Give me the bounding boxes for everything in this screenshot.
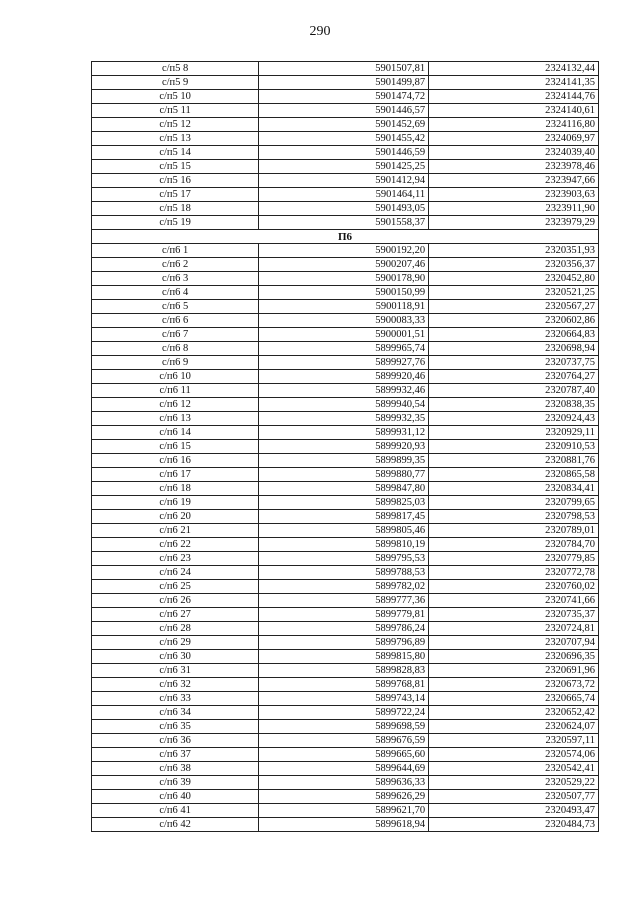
page-number: 290	[309, 24, 331, 39]
coord-x: 5899805,46	[259, 524, 429, 538]
table-row	[92, 384, 599, 398]
point-label: с/п6 24	[92, 566, 259, 580]
coord-x: 5899743,14	[259, 692, 429, 706]
table-row	[92, 706, 599, 720]
coord-x: 5899825,03	[259, 496, 429, 510]
coord-x: 5899644,69	[259, 762, 429, 776]
table-row	[92, 790, 599, 804]
coord-y: 2320356,37	[429, 258, 599, 272]
coord-x: 5900150,99	[259, 286, 429, 300]
coord-y: 2320624,07	[429, 720, 599, 734]
table-row	[92, 104, 599, 118]
point-label: с/п5 19	[92, 216, 259, 230]
coord-x: 5901412,94	[259, 174, 429, 188]
table-row	[92, 160, 599, 174]
table-row	[92, 244, 599, 258]
point-label: с/п6 17	[92, 468, 259, 482]
coord-y: 2320351,93	[429, 244, 599, 258]
coord-y: 2324144,76	[429, 90, 599, 104]
table-row	[92, 580, 599, 594]
point-label: с/п6 11	[92, 384, 259, 398]
coord-y: 2320789,01	[429, 524, 599, 538]
coord-x: 5899927,76	[259, 356, 429, 370]
point-label: с/п5 18	[92, 202, 259, 216]
coord-x: 5899788,53	[259, 566, 429, 580]
coord-x: 5899722,24	[259, 706, 429, 720]
point-label: с/п6 33	[92, 692, 259, 706]
table-row	[92, 370, 599, 384]
point-label: с/п6 40	[92, 790, 259, 804]
table-row	[92, 342, 599, 356]
point-label: с/п5 8	[92, 62, 259, 76]
coord-y: 2324140,61	[429, 104, 599, 118]
coord-y: 2323911,90	[429, 202, 599, 216]
point-label: с/п5 11	[92, 104, 259, 118]
table-row	[92, 636, 599, 650]
coord-x: 5899828,83	[259, 664, 429, 678]
coord-y: 2320735,37	[429, 608, 599, 622]
coord-y: 2320741,66	[429, 594, 599, 608]
table-row	[92, 202, 599, 216]
point-label: с/п5 15	[92, 160, 259, 174]
coord-y: 2320507,77	[429, 790, 599, 804]
coord-y: 2320493,47	[429, 804, 599, 818]
coord-x: 5901446,59	[259, 146, 429, 160]
coord-y: 2323978,46	[429, 160, 599, 174]
coord-x: 5899777,36	[259, 594, 429, 608]
coord-y: 2320673,72	[429, 678, 599, 692]
coord-x: 5901474,72	[259, 90, 429, 104]
coord-y: 2324116,80	[429, 118, 599, 132]
table-row	[92, 90, 599, 104]
coord-x: 5899810,19	[259, 538, 429, 552]
coord-y: 2320664,83	[429, 328, 599, 342]
table-row	[92, 818, 599, 832]
point-label: с/п6 2	[92, 258, 259, 272]
point-label: с/п6 42	[92, 818, 259, 832]
coord-y: 2320542,41	[429, 762, 599, 776]
coord-x: 5900178,90	[259, 272, 429, 286]
table-row	[92, 76, 599, 90]
point-label: с/п6 16	[92, 454, 259, 468]
point-label: с/п6 18	[92, 482, 259, 496]
point-label: с/п6 7	[92, 328, 259, 342]
rows-group-p6	[92, 244, 599, 832]
point-label: с/п6 35	[92, 720, 259, 734]
coord-y: 2320799,65	[429, 496, 599, 510]
point-label: с/п6 25	[92, 580, 259, 594]
table-row	[92, 720, 599, 734]
coord-x: 5899920,93	[259, 440, 429, 454]
coord-x: 5899618,94	[259, 818, 429, 832]
coord-x: 5901464,11	[259, 188, 429, 202]
table-row	[92, 426, 599, 440]
table-row	[92, 188, 599, 202]
point-label: с/п5 9	[92, 76, 259, 90]
point-label: с/п6 31	[92, 664, 259, 678]
point-label: с/п6 6	[92, 314, 259, 328]
coord-x: 5899940,54	[259, 398, 429, 412]
table-row	[92, 356, 599, 370]
coord-x: 5899847,80	[259, 482, 429, 496]
coord-x: 5899782,02	[259, 580, 429, 594]
coord-y: 2323947,66	[429, 174, 599, 188]
table-row	[92, 748, 599, 762]
coord-x: 5899621,70	[259, 804, 429, 818]
point-label: с/п5 16	[92, 174, 259, 188]
coord-x: 5899880,77	[259, 468, 429, 482]
coord-y: 2320787,40	[429, 384, 599, 398]
table-row	[92, 608, 599, 622]
coord-x: 5899626,29	[259, 790, 429, 804]
coord-y: 2320698,94	[429, 342, 599, 356]
coord-x: 5899795,53	[259, 552, 429, 566]
table-row	[92, 440, 599, 454]
coord-x: 5899636,33	[259, 776, 429, 790]
coord-x: 5899817,45	[259, 510, 429, 524]
coord-x: 5901446,57	[259, 104, 429, 118]
table-row	[92, 594, 599, 608]
table-row	[92, 132, 599, 146]
table-row	[92, 804, 599, 818]
coord-y: 2320602,86	[429, 314, 599, 328]
point-label: с/п5 10	[92, 90, 259, 104]
table-row	[92, 286, 599, 300]
point-label: с/п6 22	[92, 538, 259, 552]
coord-y: 2320798,53	[429, 510, 599, 524]
coord-y: 2320567,27	[429, 300, 599, 314]
point-label: с/п6 3	[92, 272, 259, 286]
table-row	[92, 510, 599, 524]
table-row	[92, 552, 599, 566]
coord-x: 5899676,59	[259, 734, 429, 748]
coord-x: 5899815,80	[259, 650, 429, 664]
coord-x: 5900192,20	[259, 244, 429, 258]
coord-y: 2320652,42	[429, 706, 599, 720]
table-row	[92, 258, 599, 272]
coord-y: 2320521,25	[429, 286, 599, 300]
point-label: с/п6 27	[92, 608, 259, 622]
coord-x: 5899768,81	[259, 678, 429, 692]
coord-x: 5899899,35	[259, 454, 429, 468]
coord-x: 5899932,46	[259, 384, 429, 398]
point-label: с/п6 29	[92, 636, 259, 650]
point-label: с/п6 10	[92, 370, 259, 384]
coord-y: 2320691,96	[429, 664, 599, 678]
table-row	[92, 412, 599, 426]
coord-y: 2320865,58	[429, 468, 599, 482]
coord-x: 5901425,25	[259, 160, 429, 174]
point-label: с/п6 23	[92, 552, 259, 566]
coord-x: 5900118,91	[259, 300, 429, 314]
coord-y: 2324039,40	[429, 146, 599, 160]
table-row	[92, 174, 599, 188]
point-label: с/п6 14	[92, 426, 259, 440]
table-row	[92, 776, 599, 790]
coord-y: 2320574,06	[429, 748, 599, 762]
table-row	[92, 692, 599, 706]
point-label: с/п6 5	[92, 300, 259, 314]
coord-y: 2320881,76	[429, 454, 599, 468]
coord-y: 2323979,29	[429, 216, 599, 230]
point-label: с/п6 4	[92, 286, 259, 300]
coord-y: 2320834,41	[429, 482, 599, 496]
coord-y: 2324132,44	[429, 62, 599, 76]
coord-y: 2320707,94	[429, 636, 599, 650]
table-row	[92, 566, 599, 580]
coordinates-table	[91, 61, 599, 832]
coord-x: 5901499,87	[259, 76, 429, 90]
table-row	[92, 734, 599, 748]
section-header-row	[92, 230, 599, 244]
coord-y: 2320784,70	[429, 538, 599, 552]
point-label: с/п5 14	[92, 146, 259, 160]
table-row	[92, 454, 599, 468]
coord-x: 5901493,05	[259, 202, 429, 216]
table-row	[92, 538, 599, 552]
table-row	[92, 650, 599, 664]
coord-y: 2324069,97	[429, 132, 599, 146]
table-row	[92, 272, 599, 286]
coord-x: 5899796,89	[259, 636, 429, 650]
point-label: с/п5 17	[92, 188, 259, 202]
coord-x: 5899965,74	[259, 342, 429, 356]
table-row	[92, 328, 599, 342]
section-header: П6	[92, 230, 599, 244]
point-label: с/п5 13	[92, 132, 259, 146]
coord-x: 5900083,33	[259, 314, 429, 328]
point-label: с/п6 15	[92, 440, 259, 454]
point-label: с/п6 30	[92, 650, 259, 664]
point-label: с/п6 32	[92, 678, 259, 692]
coord-y: 2320764,27	[429, 370, 599, 384]
point-label: с/п6 36	[92, 734, 259, 748]
point-label: с/п6 39	[92, 776, 259, 790]
rows-group-p5	[92, 62, 599, 230]
coord-y: 2320929,11	[429, 426, 599, 440]
coord-y: 2320484,73	[429, 818, 599, 832]
point-label: с/п6 8	[92, 342, 259, 356]
point-label: с/п6 28	[92, 622, 259, 636]
coord-x: 5899932,35	[259, 412, 429, 426]
coord-x: 5901507,81	[259, 62, 429, 76]
coord-y: 2320665,74	[429, 692, 599, 706]
coord-x: 5901455,42	[259, 132, 429, 146]
coord-y: 2320779,85	[429, 552, 599, 566]
table-row	[92, 118, 599, 132]
point-label: с/п6 38	[92, 762, 259, 776]
table-row	[92, 314, 599, 328]
coord-y: 2320696,35	[429, 650, 599, 664]
coord-x: 5899665,60	[259, 748, 429, 762]
table-row	[92, 664, 599, 678]
table-row	[92, 300, 599, 314]
coord-y: 2323903,63	[429, 188, 599, 202]
coord-y: 2320597,11	[429, 734, 599, 748]
coord-x: 5901558,37	[259, 216, 429, 230]
point-label: с/п6 20	[92, 510, 259, 524]
point-label: с/п6 37	[92, 748, 259, 762]
point-label: с/п6 26	[92, 594, 259, 608]
point-label: с/п6 9	[92, 356, 259, 370]
point-label: с/п6 13	[92, 412, 259, 426]
coord-y: 2320760,02	[429, 580, 599, 594]
coord-x: 5899779,81	[259, 608, 429, 622]
coord-y: 2320910,53	[429, 440, 599, 454]
coord-x: 5900001,51	[259, 328, 429, 342]
coord-x: 5900207,46	[259, 258, 429, 272]
point-label: с/п5 12	[92, 118, 259, 132]
coord-y: 2320737,75	[429, 356, 599, 370]
table-row	[92, 216, 599, 230]
table-row	[92, 62, 599, 76]
coord-y: 2324141,35	[429, 76, 599, 90]
table-row	[92, 622, 599, 636]
table-row	[92, 524, 599, 538]
coord-x: 5899920,46	[259, 370, 429, 384]
table-row	[92, 678, 599, 692]
coord-y: 2320724,81	[429, 622, 599, 636]
point-label: с/п6 12	[92, 398, 259, 412]
table-row	[92, 482, 599, 496]
coord-x: 5899931,12	[259, 426, 429, 440]
coord-y: 2320452,80	[429, 272, 599, 286]
point-label: с/п6 34	[92, 706, 259, 720]
table-row	[92, 496, 599, 510]
coord-x: 5899698,59	[259, 720, 429, 734]
coord-y: 2320772,78	[429, 566, 599, 580]
table-row	[92, 468, 599, 482]
coord-y: 2320529,22	[429, 776, 599, 790]
coord-y: 2320838,35	[429, 398, 599, 412]
table-row	[92, 146, 599, 160]
coord-x: 5899786,24	[259, 622, 429, 636]
point-label: с/п6 21	[92, 524, 259, 538]
point-label: с/п6 19	[92, 496, 259, 510]
table-row	[92, 398, 599, 412]
point-label: с/п6 1	[92, 244, 259, 258]
coord-y: 2320924,43	[429, 412, 599, 426]
point-label: с/п6 41	[92, 804, 259, 818]
table-row	[92, 762, 599, 776]
section-header-group	[92, 230, 599, 244]
coord-x: 5901452,69	[259, 118, 429, 132]
